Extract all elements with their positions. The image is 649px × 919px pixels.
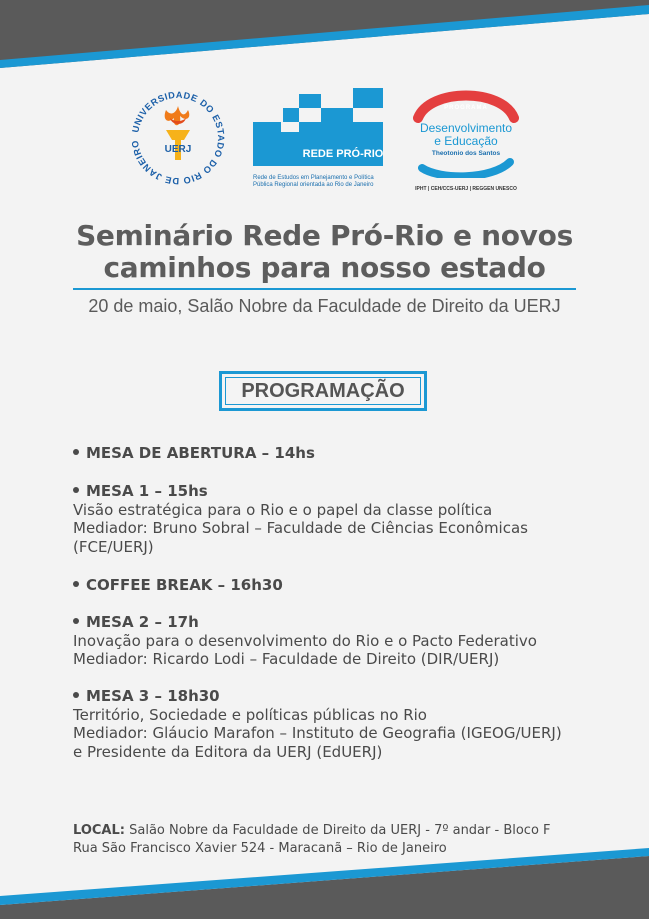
location-label: LOCAL:	[73, 823, 125, 838]
program-heading: PROGRAMAÇÃO	[225, 377, 421, 405]
programa-line1: Desenvolvimento	[419, 121, 513, 135]
page-title-line2: caminhos para nosso estado	[103, 251, 546, 284]
program-item	[73, 576, 283, 595]
uerj-logo	[128, 88, 228, 188]
program-item-head: MESA 2 – 17h	[86, 613, 199, 631]
rede-pro-rio-name: REDE PRÓ-RIO	[302, 148, 384, 160]
program-item-line: e Presidente da Editora da UERJ (EdUERJ)	[73, 742, 383, 761]
programa-line2: e Educação	[434, 134, 498, 148]
location-line2: Rua São Francisco Xavier 524 - Maracanã – Rio de Janeiro	[73, 841, 447, 856]
program-item-line: (FCE/UERJ)	[73, 537, 154, 556]
title-underline	[73, 288, 576, 290]
program-item-line: Mediador: Gláucio Marafon – Instituto de Geografia (IGEOG/UERJ)	[73, 724, 562, 742]
bullet-icon	[73, 487, 79, 493]
program-item	[73, 613, 537, 669]
program-item-head: MESA DE ABERTURA – 14hs	[86, 444, 315, 462]
program-item-head: MESA 1 – 15hs	[86, 482, 208, 500]
program-item-line: Visão estratégica para o Rio e o papel da classe política	[73, 500, 493, 519]
programa-logo	[410, 88, 522, 192]
bullet-icon	[73, 449, 79, 455]
programa-partners: IPHT | CEH/CCS-UERJ | REGGEN UNESCO	[415, 186, 517, 192]
location-line1: Salão Nobre da Faculdade de Direito da UERJ - 7º andar - Bloco F	[129, 823, 551, 838]
bullet-icon	[73, 618, 79, 624]
program-item-line: Mediador: Bruno Sobral – Faculdade de Ciências Econômicas	[73, 519, 528, 537]
bullet-icon	[73, 581, 79, 587]
programa-kicker: PROGRAMA	[444, 105, 488, 111]
location-footer	[73, 822, 551, 858]
program-item-line: Território, Sociedade e políticas públicas no Rio	[73, 705, 427, 724]
program-heading-box	[219, 371, 427, 411]
program-item	[73, 687, 562, 761]
programa-mark	[410, 88, 522, 178]
program-item-line: Mediador: Ricardo Lodi – Faculdade de Direito (DIR/UERJ)	[73, 650, 500, 668]
uerj-center-text: UERJ	[164, 144, 192, 155]
programa-line3: Theotonio dos Santos	[431, 150, 501, 157]
program-item-head: COFFEE BREAK – 16h30	[86, 576, 283, 594]
event-subtitle: 20 de maio, Salão Nobre da Faculdade de Direito da UERJ	[88, 296, 561, 316]
uerj-ring-text: UNIVERSIDADE DO ESTADO DO RIO DE JANEIRO	[129, 89, 227, 187]
rede-caption-line2: Pública Regional orientada ao Rio de Janeiro	[253, 182, 374, 188]
rede-pro-rio-logo	[253, 88, 385, 192]
program-item	[73, 482, 528, 556]
bullet-icon	[73, 692, 79, 698]
page-title-line1: Seminário Rede Pró-Rio e novos	[76, 219, 573, 252]
rede-caption-line1: Rede de Estudos em Planejamento e Política	[253, 175, 374, 181]
program-item	[73, 444, 315, 463]
rede-pro-rio-mark	[253, 88, 385, 168]
program-item-head: MESA 3 – 18h30	[86, 687, 220, 705]
program-item-line: Inovação para o desenvolvimento do Rio e o Pacto Federativo	[73, 631, 537, 650]
